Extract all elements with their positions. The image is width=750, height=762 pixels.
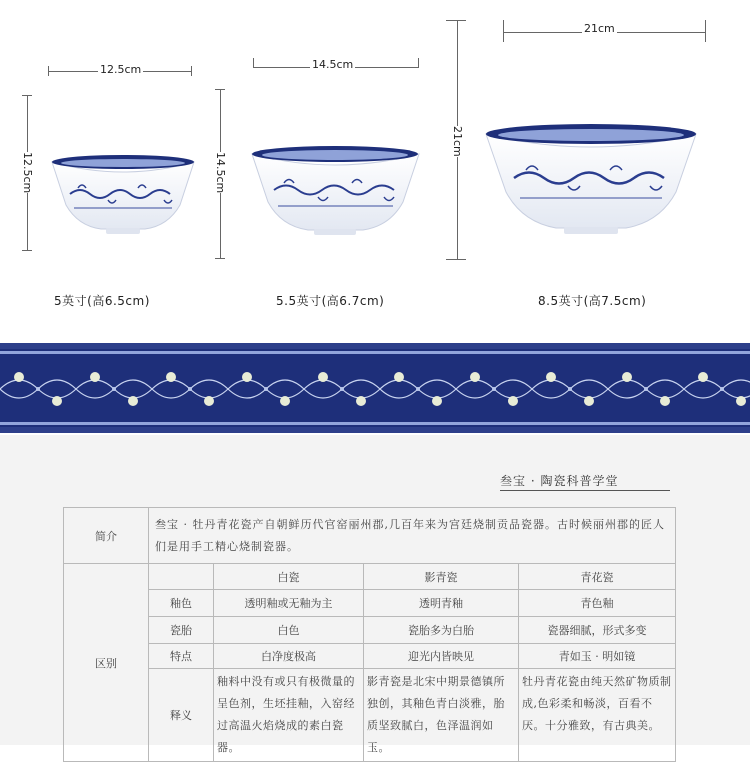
bowl3-width-label: 21cm <box>584 22 615 35</box>
intro-text: 叁宝 · 牡丹青花瓷产自朝鲜历代官窑丽州郡,几百年来为宫廷烧制贡品瓷器。古时候丽州郡的匠人们是用手工精心烧制瓷器。 <box>149 508 676 564</box>
bowl3-image <box>482 118 700 240</box>
bowl2-width-tick-right <box>418 58 419 68</box>
table-row <box>64 508 676 564</box>
table-row <box>64 590 676 617</box>
table-cell: 影青瓷是北宋中期景德镇所独创，其釉色青白淡雅，胎质坚致腻白，色泽温润如玉。 <box>364 669 519 762</box>
bowl1-width-tick-left <box>48 66 49 76</box>
table-cell: 透明釉或无釉为主 <box>214 590 364 617</box>
bowl1-caption: 5英寸(高6.5cm) <box>54 294 150 308</box>
decorative-floral-band <box>0 343 750 433</box>
intro-label: 简介 <box>64 508 149 564</box>
column-header: 青花瓷 <box>519 564 676 590</box>
bowl3-caption: 8.5英寸(高7.5cm) <box>538 294 647 308</box>
table-cell: 白色 <box>214 617 364 644</box>
table-cell: 瓷胎多为白胎 <box>364 617 519 644</box>
row-label: 特点 <box>149 644 214 669</box>
column-header: 影青瓷 <box>364 564 519 590</box>
bowl1-width-tick-right <box>191 66 192 76</box>
bowl1-height-tick-bottom <box>22 250 32 251</box>
brand-underline <box>500 490 670 491</box>
table-cell: 青色釉 <box>519 590 676 617</box>
bowl1-height-tick-top <box>22 95 32 96</box>
diff-label: 区别 <box>64 564 149 762</box>
bowl2-caption: 5.5英寸(高6.7cm) <box>276 294 385 308</box>
table-cell: 白净度极高 <box>214 644 364 669</box>
column-header: 白瓷 <box>214 564 364 590</box>
bowl3-height-label: 21cm <box>451 126 464 157</box>
table-row <box>64 644 676 669</box>
table-row <box>64 669 676 762</box>
table-cell: 瓷器细腻，形式多变 <box>519 617 676 644</box>
bowl2-width-tick-left <box>253 58 254 68</box>
table-cell: 牡丹青花瓷由纯天然矿物质制成,色彩柔和畅淡，百看不厌。十分雅致，有古典美。 <box>519 669 676 762</box>
row-label: 释义 <box>149 669 214 762</box>
bowl3-width-tick-right <box>705 20 706 42</box>
bowl3-height-tick-top <box>446 20 466 21</box>
bowl2-height-label: 14.5cm <box>214 152 227 194</box>
bowl3-height-tick-bottom <box>446 259 466 260</box>
bowl1-image <box>48 150 198 240</box>
bowl2-width-label: 14.5cm <box>312 58 354 71</box>
table-cell: 透明青釉 <box>364 590 519 617</box>
table-cell: 迎光内皆映见 <box>364 644 519 669</box>
table-cell: 青如玉 · 明如镜 <box>519 644 676 669</box>
table-row <box>64 564 676 590</box>
row-label: 釉色 <box>149 590 214 617</box>
header-empty-cell <box>149 564 214 590</box>
bowl2-height-tick-top <box>215 89 225 90</box>
comparison-table <box>63 507 676 762</box>
bowl1-width-label: 12.5cm <box>100 63 142 76</box>
bowl2-image <box>248 140 423 240</box>
brand-title: 叁宝 · 陶瓷科普学堂 <box>500 474 619 488</box>
table-cell: 釉料中没有或只有极微量的呈色剂，生坯挂釉，入窑经过高温火焰烧成的素白瓷器。 <box>214 669 364 762</box>
bowl2-height-tick-bottom <box>215 258 225 259</box>
bowl1-height-label: 12.5cm <box>21 152 34 194</box>
table-row <box>64 617 676 644</box>
row-label: 瓷胎 <box>149 617 214 644</box>
bowl3-width-tick-left <box>503 20 504 42</box>
